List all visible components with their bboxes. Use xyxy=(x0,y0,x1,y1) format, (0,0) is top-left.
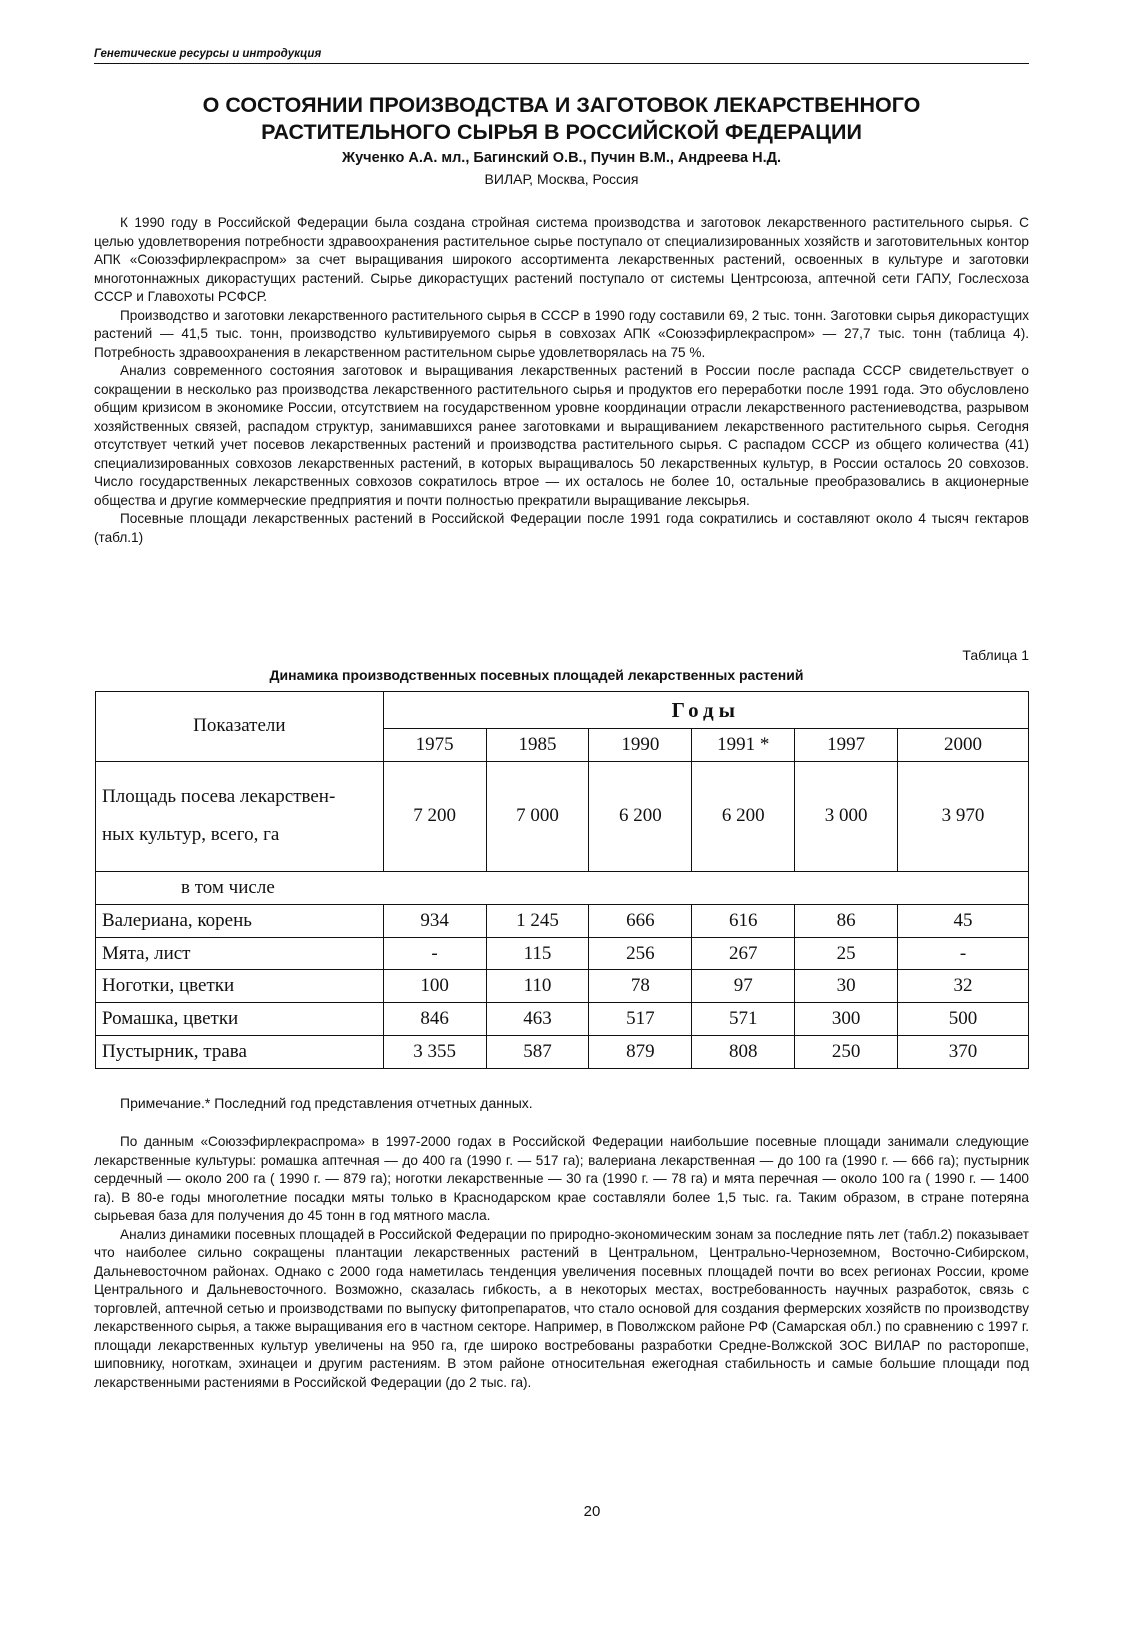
table-row xyxy=(96,1036,1029,1069)
intro-section xyxy=(94,214,1029,547)
table-row-total xyxy=(96,761,1029,871)
table-cell: 517 xyxy=(589,1003,692,1036)
table-header-row xyxy=(96,692,1029,729)
article-title xyxy=(94,92,1029,146)
table-cell: 587 xyxy=(486,1036,589,1069)
table-cell: 110 xyxy=(486,970,589,1003)
table-subheader-row xyxy=(96,871,1029,904)
table-row xyxy=(96,970,1029,1003)
table-cell: 846 xyxy=(383,1003,486,1036)
table-note: Примечание.* Последний год представления отчетных данных. xyxy=(120,1095,533,1111)
table-cell: 6 200 xyxy=(692,761,795,871)
table-cell: 616 xyxy=(692,904,795,937)
header-indicator: Показатели xyxy=(96,692,384,762)
affiliation: ВИЛАР, Москва, Россия xyxy=(484,171,639,187)
year-cell: 2000 xyxy=(898,729,1029,762)
table-cell: 500 xyxy=(898,1003,1029,1036)
table-cell: 300 xyxy=(795,1003,898,1036)
table-cell: 463 xyxy=(486,1003,589,1036)
table-cell: 30 xyxy=(795,970,898,1003)
table-cell: 86 xyxy=(795,904,898,937)
table-cell: 666 xyxy=(589,904,692,937)
table-cell: 934 xyxy=(383,904,486,937)
year-cell: 1997 xyxy=(795,729,898,762)
table-row xyxy=(96,904,1029,937)
table-cell: 3 970 xyxy=(898,761,1029,871)
table-cell: 267 xyxy=(692,937,795,970)
table-cell: 808 xyxy=(692,1036,795,1069)
year-cell: 1975 xyxy=(383,729,486,762)
header-years: Годы xyxy=(383,692,1028,729)
table-cell: 3 000 xyxy=(795,761,898,871)
page-number: 20 xyxy=(583,1503,601,1520)
table-cell: - xyxy=(383,937,486,970)
table-cell: 78 xyxy=(589,970,692,1003)
table-title: Динамика производственных посевных площадей лекарственных растений xyxy=(269,667,804,683)
table-number: Таблица 1 xyxy=(962,647,1029,663)
year-cell: 1985 xyxy=(486,729,589,762)
table-cell: 879 xyxy=(589,1036,692,1069)
paragraph: Посевные площади лекарственных растений в Российской Федерации после 1991 года сократились и составляют около 4 тысяч гектаров (табл.1) xyxy=(94,511,1029,545)
table-cell: 115 xyxy=(486,937,589,970)
row-label: Мята, лист xyxy=(96,937,384,970)
paragraph: Анализ динамики посевных площадей в Российской Федерации по природно-экономическим зонам за последние пять лет (табл.2) показывает что наиболее сильно сокращены плантации лекарственных растений в Центральном, Центрально-Черноземном, Восточно-Сибирском, Дальневосточном районах. Однако с 2000 года наметилась тенденция увеличения посевных площадей почти во всех регионах России, кроме Центрального и Дальневосточного. Возможно, сказалась гибкость, а в некоторых местах, востребованность научных разработок, связь с торговлей, аптечной сетью и производствами по выпуску фитопрепаратов, что стало основой для создания фермерских хозяйств по производству лекарственного сырья, а также выращивания его в частном секторе. Например, в Поволжском районе РФ (Самарская обл.) по сравнению с 1997 г. площади лекарственных культур увеличены на 950 га, где широко востребованы разработки Средне-Волжской ЗОС ВИЛАР по расторопше, шиповнику, ноготкам, эхинацеи и другим растениям. В этом районе относительная ежегодная стабильность и самые большие площади под лекарственными растениями в Российской Федерации (до 2 тыс. га). xyxy=(94,1226,1029,1390)
table-cell: 1 245 xyxy=(486,904,589,937)
paragraph: К 1990 году в Российской Федерации была создана стройная система производства и заготовок лекарственного растительного сырья. С целью удовлетворения потребности здравоохранения растительное сырье поступало от специализированных хозяйств и заготовительных контор АПК «Союзэфирлекраспром» за счет выращивания широкого ассортимента лекарственных растений, освоенных в культуре и заготовки многотоннажных дикорастущих растений. Сырье дикорастущих растений поступало от системы Центрсоюза, аптечной сети ГАПУ, Гослесхоза СССР и Главохоты РСФСР. xyxy=(94,215,1029,304)
table-cell: 256 xyxy=(589,937,692,970)
table-cell: 7 000 xyxy=(486,761,589,871)
table-cell: 7 200 xyxy=(383,761,486,871)
paragraph: Производство и заготовки лекарственного растительного сырья в СССР в 1990 году составили 69, 2 тыс. тонн. Заготовки сырья дикорастущих растений — 41,5 тыс. тонн, производство культивируемого сырья в совхозах АПК «Союзэфирлекраспром» — 27,7 тыс. тонн (таблица 4). Потребность здравоохранения в лекарственном растительном сырье удовлетворялась на 75 %. xyxy=(94,307,1029,360)
row-label: Пустырник, трава xyxy=(96,1036,384,1069)
authors: Жученко А.А. мл., Багинский О.В., Пучин В.М., Андреева Н.Д. xyxy=(341,150,781,166)
table-cell: 3 355 xyxy=(383,1036,486,1069)
table-cell: - xyxy=(898,937,1029,970)
title-line-2: РАСТИТЕЛЬНОГО СЫРЬЯ В РОССИЙСКОЙ ФЕДЕРАЦИИ xyxy=(261,120,862,144)
table-row xyxy=(96,1003,1029,1036)
total-label-line-1: Площадь посева лекарствен- xyxy=(102,786,336,808)
table-cell: 32 xyxy=(898,970,1029,1003)
table-cell: 370 xyxy=(898,1036,1029,1069)
year-cell: 1990 xyxy=(589,729,692,762)
data-table xyxy=(95,691,1029,1069)
analysis-section xyxy=(94,1133,1029,1392)
table-cell: 6 200 xyxy=(589,761,692,871)
total-label xyxy=(96,761,384,871)
year-cell: 1991 * xyxy=(692,729,795,762)
title-line-1: О СОСТОЯНИИ ПРОИЗВОДСТВА И ЗАГОТОВОК ЛЕКАРСТВЕННОГО xyxy=(202,93,921,117)
total-label-line-2: ных культур, всего, га xyxy=(102,824,280,846)
row-label: Ноготки, цветки xyxy=(96,970,384,1003)
row-label: Ромашка, цветки xyxy=(96,1003,384,1036)
table-cell: 250 xyxy=(795,1036,898,1069)
paragraph: По данным «Союзэфирлекраспрома» в 1997-2000 годах в Российской Федерации наибольшие посевные площади занимали следующие лекарственные культуры: ромашка аптечная — до 400 га (1990 г. — 517 га); валериана лекарственная — до 100 га (1990 г. — 666 га); пустырник сердечный — около 200 га ( 1990 г. — 879 га); ноготки лекарственные — 30 га (1990 г. — 78 га) и мята перечная — около 100 га ( 1990 г. — 1400 га). В 80-е годы многолетние посадки мяты только в Краснодарском крае составляли более 1,5 тыс. га. Таким образом, в стране потеряна сырьевая база для получения до 45 тонн в год мятного масла. xyxy=(94,1134,1029,1223)
row-label: Валериана, корень xyxy=(96,904,384,937)
table-cell: 100 xyxy=(383,970,486,1003)
table-cell: 97 xyxy=(692,970,795,1003)
table-cell: 25 xyxy=(795,937,898,970)
table-row xyxy=(96,937,1029,970)
running-head: Генетические ресурсы и интродукция xyxy=(94,48,1029,64)
paragraph: Анализ современного состояния заготовок и выращивания лекарственных растений в России после распада СССР свидетельствует о сокращении в несколько раз производства лекарственного растительного сырья и продуктов его переработки после 1991 года. Это обусловлено общим кризисом в экономике России, отсутствием на государственном уровне координации отрасли лекарственного растениеводства, разрывом хозяйственных связей, распадом структур, занимавшихся ранее заготовками и выращиванием лекарственного растительного сырья. Сегодня отсутствует четкий учет посевов лекарственных растений и производства растительного сырья. С распадом СССР из общего количества (41) специализированных совхозов лекарственных растений, в которых выращивалось 50 лекарственных культур, в России осталось 20 совхозов. Число государственных лекарственных совхозов сократилось втрое — их осталось не более 10, остальные преобразовались в акционерные общества и другие коммерческие предприятия и почти полностью прекратили выращивание лексырья. xyxy=(94,363,1029,508)
subheader: в том числе xyxy=(96,871,1029,904)
table-cell: 571 xyxy=(692,1003,795,1036)
table-cell: 45 xyxy=(898,904,1029,937)
